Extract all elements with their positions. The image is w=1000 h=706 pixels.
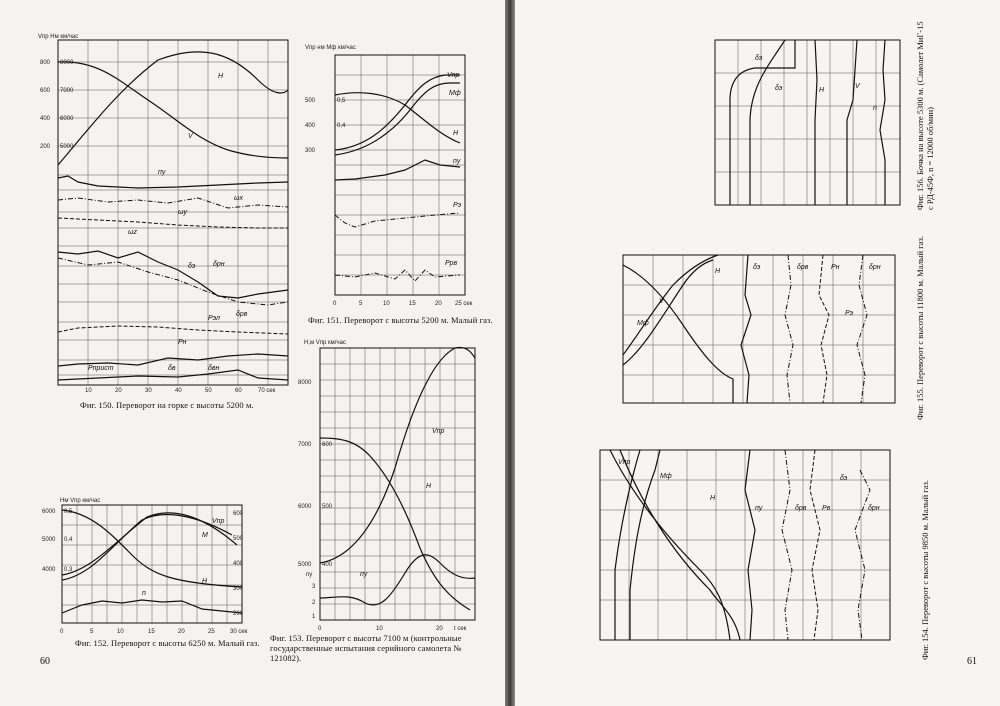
fig154-label-vpr: Vпр xyxy=(618,459,631,466)
fig150-htick: 5000 xyxy=(60,144,74,150)
fig150-label-wy: ωу xyxy=(178,209,187,216)
fig151-caption: Фиг. 151. Переворот с высоты 5200 м. Малый газ. xyxy=(308,315,493,325)
fig153-xtick: 20 xyxy=(436,626,443,632)
fig152-ytick: 4000 xyxy=(42,567,56,573)
fig152-xtick: 30 сек xyxy=(230,629,248,635)
fig150-xtick: 20 xyxy=(115,388,122,394)
fig150-htick: 8000 xyxy=(60,60,74,66)
fig150-label-wz: ωz xyxy=(128,229,137,236)
fig150-label-wx: ωх xyxy=(234,195,243,202)
fig153-ntick: 1 xyxy=(312,614,316,620)
fig152-label-n: n xyxy=(142,590,146,597)
fig156-label-de2: δэ xyxy=(775,85,783,92)
fig151-label-ny: nу xyxy=(453,158,461,165)
fig152-mtick: 0,4 xyxy=(64,537,73,543)
fig151-xtick: 5 xyxy=(359,301,363,307)
fig154-label-rv: Рв xyxy=(822,505,831,512)
fig154-label-h: H xyxy=(710,495,716,502)
fig150-label-dvn: δвн xyxy=(208,365,220,372)
fig155-label-re: Рэ xyxy=(845,310,854,317)
fig152-xtick: 25 xyxy=(208,629,215,635)
fig150-htick: 6000 xyxy=(60,116,74,122)
fig150-xtick: 10 xyxy=(85,388,92,394)
fig155-chart xyxy=(623,255,895,403)
fig151-xtick: 0 xyxy=(333,301,337,307)
fig150-htick: 7000 xyxy=(60,88,74,94)
fig152-chart xyxy=(42,498,248,635)
fig153-xtick: 0 xyxy=(318,626,322,632)
fig153-ntick: 2 xyxy=(312,600,316,606)
fig153-ntick: 3 xyxy=(312,584,316,590)
fig150-label-rn: Рн xyxy=(178,339,187,346)
fig155-label-v: V xyxy=(659,298,664,305)
fig155-label-drv: δрв xyxy=(797,264,809,271)
fig153-vtick: 600 xyxy=(322,442,333,448)
fig153-label-ny: пу xyxy=(360,571,368,578)
fig151-label-re: Рэ xyxy=(453,202,462,209)
fig150-xtick: 50 xyxy=(205,388,212,394)
fig152-mtick: 0,3 xyxy=(64,567,73,573)
fig153-chart xyxy=(298,340,475,632)
fig150-label-rel: Рэл xyxy=(208,315,220,322)
fig151-xtick: 25 сек xyxy=(455,301,473,307)
fig150-V-curve xyxy=(58,52,288,165)
fig151-xtick: 10 xyxy=(383,301,390,307)
fig151-mtick: 0,5 xyxy=(337,98,346,104)
fig154-chart xyxy=(600,450,890,640)
fig152-xtick: 20 xyxy=(178,629,185,635)
fig151-xtick: 20 xyxy=(435,301,442,307)
fig151-ytick: 500 xyxy=(305,98,316,104)
fig153-xtick: 10 xyxy=(376,626,383,632)
fig150-label-drn: δрн xyxy=(213,261,225,268)
fig155-label-de: δэ xyxy=(753,264,761,271)
fig152-mtick: 0,5 xyxy=(64,509,73,515)
fig152-label-h: H xyxy=(202,578,208,585)
fig155-label-rn: Рн xyxy=(831,264,840,271)
fig152-xtick: 5 xyxy=(90,629,94,635)
fig150-ylabel: Vпр Нм км/час xyxy=(38,34,79,40)
fig153-nlabel: пу xyxy=(306,572,313,578)
fig152-xtick: 10 xyxy=(117,629,124,635)
fig150-xtick: 30 xyxy=(145,388,152,394)
fig153-ytick: 8000 xyxy=(298,380,312,386)
fig150-ytick: 600 xyxy=(40,88,51,94)
fig151-ytick: 300 xyxy=(305,148,316,154)
fig152-ytick: 6000 xyxy=(42,509,56,515)
fig151-chart xyxy=(305,45,473,307)
fig151-xtick: 15 xyxy=(409,301,416,307)
fig154-label-de: δэ xyxy=(840,475,848,482)
fig152-ytick: 5000 xyxy=(42,537,56,543)
fig150-chart xyxy=(38,34,288,398)
fig150-label-de: δэ xyxy=(188,263,196,270)
fig156-label-v: V xyxy=(855,83,860,90)
fig156-label-n: n xyxy=(873,105,877,112)
fig150-label-drv: δрв xyxy=(236,311,248,318)
fig156-label-de1: δэ xyxy=(755,55,763,62)
fig151-label-mf: Мф xyxy=(449,90,461,97)
fig152-xtick: 15 xyxy=(148,629,155,635)
fig152-vtick: 600 xyxy=(233,511,244,517)
fig155-label-h: H xyxy=(715,268,721,275)
fig151-label-rrv: Ррв xyxy=(445,260,458,267)
fig154-caption: Фиг. 154. Переворот с высоты 9850 м. Малый газ. xyxy=(920,479,930,660)
fig150-xtick: 40 xyxy=(175,388,182,394)
fig151-ytick: 400 xyxy=(305,123,316,129)
fig152-caption: Фиг. 152. Переворот с высоты 6250 м. Малый газ. xyxy=(75,638,260,648)
right-page xyxy=(515,0,1000,706)
fig150-xtick: 70 сек xyxy=(258,388,276,394)
fig156-caption: Фиг. 156. Бочка на высоте 5300 м. (Самолет МиГ-15 с РД-45Ф, n = 12000 об/мин) xyxy=(915,21,935,210)
fig153-ytick: 7000 xyxy=(298,442,312,448)
fig152-vtick: 200 xyxy=(233,611,244,617)
fig154-label-drv: δрв xyxy=(795,505,807,512)
fig150-label-V: V xyxy=(188,133,193,140)
fig153-vtick: 500 xyxy=(322,504,333,510)
book-gutter xyxy=(505,0,515,706)
fig152-vtick: 400 xyxy=(233,561,244,567)
fig152-vtick: 500 xyxy=(233,536,244,542)
fig153-label-h: H xyxy=(426,483,432,490)
fig153-vtick: 400 xyxy=(322,562,333,568)
fig156-label-h: H xyxy=(819,87,825,94)
fig152-label-vpr: Vпр xyxy=(212,518,225,525)
fig150-caption: Фиг. 150. Переворот на горке с высоты 5200 м. xyxy=(80,400,254,410)
fig150-ytick: 400 xyxy=(40,116,51,122)
fig150-ytick: 800 xyxy=(40,60,51,66)
fig153-caption: Фиг. 153. Переворот с высоты 7100 м (контрольные государственные испытания серийного самолета № 121082). xyxy=(270,633,462,663)
fig151-mtick: 0,4 xyxy=(337,123,346,129)
fig152-vtick: 300 xyxy=(233,586,244,592)
fig154-label-ny: пу xyxy=(755,505,763,512)
fig151-label-vpr: Vпр xyxy=(447,72,460,79)
fig152-xtick: 0 xyxy=(60,629,64,635)
fig152-label-m: M xyxy=(202,532,208,539)
fig150-label-dv: δв xyxy=(168,365,176,372)
fig155-label-mf: Мф xyxy=(637,320,649,327)
fig150-label-ny: пу xyxy=(158,169,166,176)
fig153-label-vpr: Vпр xyxy=(432,428,445,435)
fig152-ylabel: Нм Vпр км/час xyxy=(60,498,101,504)
fig151-ylabel: Vпр нм Мф км/час xyxy=(305,45,356,51)
fig153-xtick: t сек xyxy=(454,626,467,632)
fig150-label-H: H xyxy=(218,73,224,80)
fig154-label-mf: Мф xyxy=(660,473,672,480)
page-number-left: 60 xyxy=(40,656,50,667)
fig153-ytick: 6000 xyxy=(298,504,312,510)
fig154-label-drn: δрн xyxy=(868,505,880,512)
fig150-ytick: 200 xyxy=(40,144,51,150)
fig155-caption: Фиг. 155. Переворот с высоты 11800 м. Малый газ. xyxy=(915,236,925,420)
page-number-right: 61 xyxy=(967,656,977,667)
fig150-xtick: 60 xyxy=(235,388,242,394)
fig150-label-rprist: Рприст xyxy=(88,365,114,372)
fig153-ytick: 5000 xyxy=(298,562,312,568)
fig151-label-h: H xyxy=(453,130,459,137)
fig153-ylabel: Н,м Vпр км/час xyxy=(304,340,346,346)
fig156-chart xyxy=(715,40,900,205)
fig155-label-drn: δрн xyxy=(869,264,881,271)
